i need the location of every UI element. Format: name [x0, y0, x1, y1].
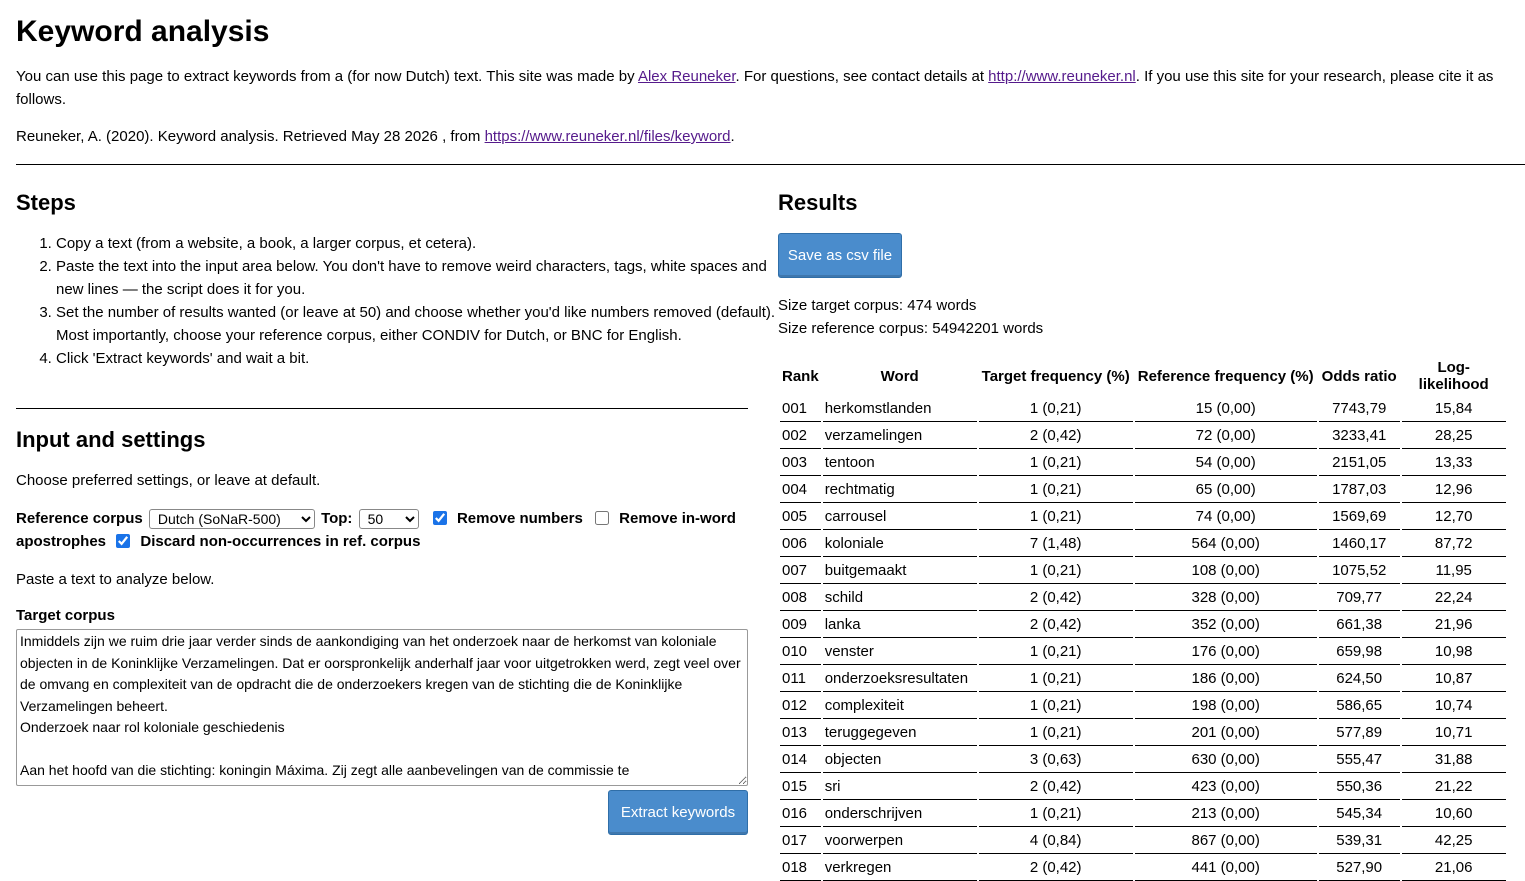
extract-keywords-button[interactable]: Extract keywords: [608, 790, 748, 835]
citation-end: .: [730, 128, 735, 145]
rank-cell: 010: [780, 638, 821, 665]
odds-ratio-cell: 539,31: [1319, 827, 1400, 854]
reference-frequency-cell: 564 (0,00): [1135, 530, 1317, 557]
table-row: [780, 665, 1506, 692]
table-header-row: [780, 357, 1506, 395]
author-link[interactable]: Alex Reuneker: [637, 68, 736, 85]
word-cell: lanka: [823, 611, 977, 638]
odds-ratio-cell: 659,98: [1319, 638, 1400, 665]
reference-frequency-cell: 176 (0,00): [1135, 638, 1317, 665]
step-item: 2. Paste the text into the input area below. You don't have to remove weird characters, tags, white spaces and new lines — the script does it for you.: [56, 255, 796, 301]
odds-ratio-cell: 550,36: [1319, 773, 1400, 800]
rank-cell: 008: [780, 584, 821, 611]
odds-ratio-cell: 545,34: [1319, 800, 1400, 827]
log-likelihood-cell: 21,06: [1402, 854, 1506, 881]
word-cell: rechtmatig: [823, 476, 977, 503]
size-reference: Size reference corpus: 54942201 words: [778, 320, 1044, 337]
reference-frequency-cell: 630 (0,00): [1135, 746, 1317, 773]
discard-checkbox[interactable]: [116, 534, 130, 548]
log-likelihood-cell: 10,87: [1402, 665, 1506, 692]
rank-cell: 018: [780, 854, 821, 881]
target-frequency-cell: 2 (0,42): [979, 584, 1133, 611]
intro-text: You can use this page to extract keywords from a (for now Dutch) text. This site was made by: [16, 68, 638, 85]
table-row: [780, 449, 1506, 476]
target-frequency-cell: 2 (0,42): [979, 422, 1133, 449]
intro-text: . If you use this site for your research, please cite it as follows.: [16, 68, 1494, 108]
reference-frequency-cell: 423 (0,00): [1135, 773, 1317, 800]
odds-ratio-cell: 1075,52: [1319, 557, 1400, 584]
odds-ratio-cell: 586,65: [1319, 692, 1400, 719]
rank-cell: 016: [780, 800, 821, 827]
target-frequency-cell: 1 (0,21): [979, 557, 1133, 584]
target-frequency-cell: 1 (0,21): [979, 665, 1133, 692]
table-row: [780, 557, 1506, 584]
log-likelihood-cell: 28,25: [1402, 422, 1506, 449]
table-row: [780, 854, 1506, 881]
odds-ratio-cell: 7743,79: [1319, 395, 1400, 422]
step-item: 4. Click 'Extract keywords' and wait a bit.: [56, 347, 796, 370]
reference-frequency-cell: 186 (0,00): [1135, 665, 1317, 692]
word-cell: schild: [823, 584, 977, 611]
rank-cell: 013: [780, 719, 821, 746]
site-link[interactable]: http://www.reuneker.nl: [988, 68, 1136, 85]
remove-numbers-label: Remove numbers: [456, 510, 583, 527]
log-likelihood-cell: 87,72: [1402, 530, 1506, 557]
word-cell: sri: [823, 773, 977, 800]
odds-ratio-cell: 2151,05: [1319, 449, 1400, 476]
rank-cell: 017: [780, 827, 821, 854]
step-item: 1. Copy a text (from a website, a book, a larger corpus, et cetera).: [56, 232, 796, 255]
reference-frequency-cell: 352 (0,00): [1135, 611, 1317, 638]
reference-frequency-cell: 213 (0,00): [1135, 800, 1317, 827]
table-row: [780, 746, 1506, 773]
odds-ratio-cell: 1460,17: [1319, 530, 1400, 557]
target-frequency-cell: 3 (0,63): [979, 746, 1133, 773]
word-cell: objecten: [823, 746, 977, 773]
reference-frequency-cell: 74 (0,00): [1135, 503, 1317, 530]
target-frequency-cell: 1 (0,21): [979, 638, 1133, 665]
table-row: [780, 395, 1506, 422]
log-likelihood-cell: 31,88: [1402, 746, 1506, 773]
reference-frequency-cell: 54 (0,00): [1135, 449, 1317, 476]
table-row: [780, 476, 1506, 503]
rank-cell: 001: [780, 395, 821, 422]
odds-ratio-cell: 709,77: [1319, 584, 1400, 611]
log-likelihood-cell: 13,33: [1402, 449, 1506, 476]
table-row: [780, 611, 1506, 638]
table-row: [780, 422, 1506, 449]
citation-text: Reuneker, A. (2020). Keyword analysis. Retrieved May 28 2026 , from: [16, 128, 485, 145]
target-frequency-cell: 7 (1,48): [979, 530, 1133, 557]
target-frequency-cell: 4 (0,84): [979, 827, 1133, 854]
divider: [16, 164, 1525, 165]
rank-cell: 003: [780, 449, 821, 476]
reference-corpus-label: Reference corpus: [16, 510, 143, 527]
target-frequency-cell: 1 (0,21): [979, 395, 1133, 422]
column-header: Word: [880, 367, 919, 385]
log-likelihood-cell: 10,74: [1402, 692, 1506, 719]
steps-heading: Steps: [16, 190, 76, 215]
word-cell: buitgemaakt: [823, 557, 977, 584]
log-likelihood-cell: 10,98: [1402, 638, 1506, 665]
target-frequency-cell: 1 (0,21): [979, 692, 1133, 719]
remove-inword-label-cont: apostrophes: [16, 533, 107, 550]
table-row: [780, 584, 1506, 611]
reference-frequency-cell: 65 (0,00): [1135, 476, 1317, 503]
odds-ratio-cell: 527,90: [1319, 854, 1400, 881]
rank-cell: 011: [780, 665, 821, 692]
steps-list: [16, 232, 796, 370]
table-row: [780, 503, 1506, 530]
word-cell: herkomstlanden: [823, 395, 977, 422]
log-likelihood-cell: 42,25: [1402, 827, 1506, 854]
log-likelihood-cell: 10,71: [1402, 719, 1506, 746]
table-row: [780, 530, 1506, 557]
intro-paragraph: [16, 65, 1521, 111]
reference-frequency-cell: 441 (0,00): [1135, 854, 1317, 881]
log-likelihood-cell: 12,96: [1402, 476, 1506, 503]
remove-inword-label: Remove in-word: [619, 510, 736, 527]
odds-ratio-cell: 1787,03: [1319, 476, 1400, 503]
word-cell: verkregen: [823, 854, 977, 881]
settings-heading: Input and settings: [16, 427, 206, 452]
reference-frequency-cell: 867 (0,00): [1135, 827, 1317, 854]
word-cell: onderschrijven: [823, 800, 977, 827]
table-row: [780, 719, 1506, 746]
odds-ratio-cell: 624,50: [1319, 665, 1400, 692]
log-likelihood-cell: 21,96: [1402, 611, 1506, 638]
corpus-sizes: [778, 294, 1043, 340]
citation: [16, 126, 735, 148]
size-target: Size target corpus: 474 words: [778, 297, 977, 314]
save-csv-button[interactable]: Save as csv file: [778, 233, 902, 278]
rank-cell: 005: [780, 503, 821, 530]
reference-frequency-cell: 15 (0,00): [1135, 395, 1317, 422]
results-heading: Results: [778, 190, 858, 215]
table-row: [780, 800, 1506, 827]
table-body: [780, 395, 1506, 881]
word-cell: verzamelingen: [823, 422, 977, 449]
reference-frequency-cell: 328 (0,00): [1135, 584, 1317, 611]
odds-ratio-cell: 577,89: [1319, 719, 1400, 746]
target-frequency-cell: 1 (0,21): [979, 719, 1133, 746]
paste-hint: Paste a text to analyze below.: [16, 571, 215, 588]
discard-label: Discard non-occurrences in ref. corpus: [140, 533, 421, 550]
column-header: Odds ratio: [1321, 367, 1397, 385]
word-cell: voorwerpen: [823, 827, 977, 854]
settings-form: [16, 507, 746, 553]
rank-cell: 009: [780, 611, 821, 638]
target-frequency-cell: 1 (0,21): [979, 449, 1133, 476]
table-row: [780, 692, 1506, 719]
word-cell: complexiteit: [823, 692, 977, 719]
target-frequency-cell: 1 (0,21): [979, 476, 1133, 503]
results-table: [778, 357, 1508, 881]
log-likelihood-cell: 21,22: [1402, 773, 1506, 800]
remove-inword-checkbox[interactable]: [595, 511, 609, 525]
log-likelihood-cell: 11,95: [1402, 557, 1506, 584]
odds-ratio-cell: 661,38: [1319, 611, 1400, 638]
reference-frequency-cell: 72 (0,00): [1135, 422, 1317, 449]
table-row: [780, 773, 1506, 800]
log-likelihood-cell: 15,84: [1402, 395, 1506, 422]
top-select[interactable]: [359, 509, 419, 529]
divider: [16, 408, 748, 409]
log-likelihood-cell: 22,24: [1402, 584, 1506, 611]
word-cell: koloniale: [823, 530, 977, 557]
word-cell: onderzoeksresultaten: [823, 665, 977, 692]
column-header: Reference frequency (%): [1137, 367, 1314, 385]
odds-ratio-cell: 555,47: [1319, 746, 1400, 773]
reference-frequency-cell: 108 (0,00): [1135, 557, 1317, 584]
step-item: 3. Set the number of results wanted (or leave at 50) and choose whether you'd like numbers removed (default). Most importantly, choose your reference corpus, either CONDIV for Dutch, or BNC for English.: [56, 301, 796, 347]
word-cell: carrousel: [823, 503, 977, 530]
target-corpus-label: Target corpus: [16, 607, 115, 624]
citation-link[interactable]: https://www.reuneker.nl/files/keyword: [484, 128, 731, 145]
odds-ratio-cell: 1569,69: [1319, 503, 1400, 530]
rank-cell: 004: [780, 476, 821, 503]
column-header: Log-likelihood: [1418, 359, 1489, 393]
rank-cell: 012: [780, 692, 821, 719]
settings-hint: Choose preferred settings, or leave at default.: [16, 472, 321, 489]
page-title: Keyword analysis: [16, 15, 270, 48]
reference-frequency-cell: 198 (0,00): [1135, 692, 1317, 719]
word-cell: teruggegeven: [823, 719, 977, 746]
rank-cell: 007: [780, 557, 821, 584]
target-frequency-cell: 1 (0,21): [979, 800, 1133, 827]
word-cell: venster: [823, 638, 977, 665]
reference-corpus-select[interactable]: [149, 509, 315, 529]
rank-cell: 002: [780, 422, 821, 449]
odds-ratio-cell: 3233,41: [1319, 422, 1400, 449]
target-corpus-textarea[interactable]: [16, 629, 748, 786]
top-label: Top:: [321, 510, 353, 527]
word-cell: tentoon: [823, 449, 977, 476]
target-frequency-cell: 1 (0,21): [979, 503, 1133, 530]
column-header: Rank: [782, 367, 819, 385]
target-frequency-cell: 2 (0,42): [979, 611, 1133, 638]
rank-cell: 006: [780, 530, 821, 557]
rank-cell: 014: [780, 746, 821, 773]
rank-cell: 015: [780, 773, 821, 800]
table-row: [780, 827, 1506, 854]
target-frequency-cell: 2 (0,42): [979, 854, 1133, 881]
target-frequency-cell: 2 (0,42): [979, 773, 1133, 800]
reference-frequency-cell: 201 (0,00): [1135, 719, 1317, 746]
log-likelihood-cell: 10,60: [1402, 800, 1506, 827]
remove-numbers-checkbox[interactable]: [433, 511, 447, 525]
log-likelihood-cell: 12,70: [1402, 503, 1506, 530]
column-header: Target frequency (%): [981, 367, 1130, 385]
table-row: [780, 638, 1506, 665]
intro-text: . For questions, see contact details at: [735, 68, 989, 85]
